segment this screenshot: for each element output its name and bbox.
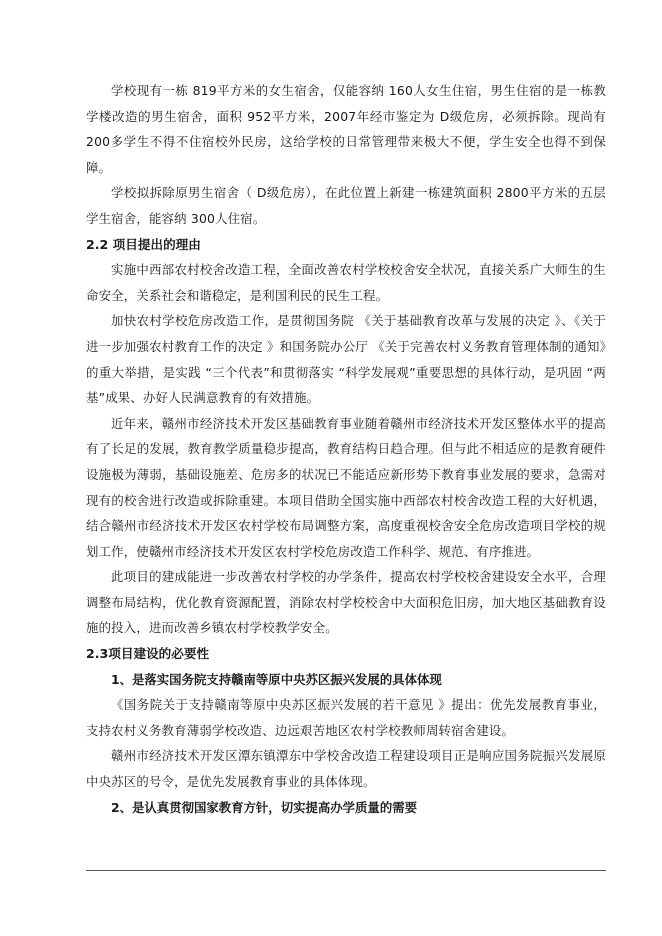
paragraph: 实施中西部农村校舍改造工程，全面改善农村学校校舍安全状况，直接关系广大师生的生命安全，关系社会和谐稳定，是利国利民的民生工程。 — [86, 262, 606, 303]
paragraph: 近年来，赣州市经济技术开发区基础教育事业随着赣州市经济技术开发区整体水平的提高有了长足的发展，教育教学质量稳步提高，教育结构日趋合理。但与此不相适应的是教育硬件设施极为薄弱，基础设施差、危房多的状况已不能适应新形势下教育事业发展的要求，急需对现有的校舍进行改造或拆除重建。本项目借助全国实施中西部农村校舍改造工程的大好机遇，结合赣州市经济技术开发区农村学校布局调整方案，高度重视校舍安全危房改造项目学校的规划工作，使赣州市经济技术开发区农村学校危房改造工作科学、规范、有序推进。 — [86, 415, 606, 559]
footer-divider — [86, 870, 606, 871]
subheading-2: 2、是认真贯彻国家教育方针，切实提高办学质量的需要 — [111, 799, 417, 815]
paragraph: 此项目的建成能进一步改善农村学校的办学条件，提高农村学校校舍建设安全水平，合理调整布局结构，优化教育资源配置，消除农村学校校舍中大面积危旧房，加大地区基础教育设施的投入，进而改善乡镇农村学校教学安全。 — [86, 569, 606, 636]
document-body — [86, 78, 606, 820]
subheading-1: 1、是落实国务院支持赣南等原中央苏区振兴发展的具体体现 — [111, 671, 442, 687]
paragraph: 加快农村学校危房改造工作，是贯彻国务院 《关于基础教育改革与发展的决定 》、《关于进一步加强农村教育工作的决定 》和国务院办公厅 《关于完善农村义务教育管理体制的通知》的重大举措，是实践 “三个代表”和贯彻落实 “科学发展观”重要思想的具体行动，是巩固 “两基”成果、办好人民满意教育的有效措施。 — [86, 313, 606, 406]
paragraph: 学校拟拆除原男生宿舍（ D级危房），在此位置上新建一栋建筑面积 2800平方米的五层学生宿舍，能容纳 300人住宿。 — [86, 185, 606, 226]
section-heading-2-2: 2.2 项目提出的理由 — [86, 236, 201, 252]
paragraph: 学校现有一栋 819平方米的女生宿舍，仅能容纳 160人女生住宿，男生住宿的是一栋教学楼改造的男生宿舍，面积 952平方米，2007年经市鉴定为 D级危房，必须拆除。现尚有 200多学生不得不住宿校外民房，这给学校的日常管理带来极大不便，学生安全也得不到保障。 — [86, 83, 606, 175]
paragraph: 《国务院关于支持赣南等原中央苏区振兴发展的若干意见 》提出：优先发展教育事业，支持农村义务教育薄弱学校改造、边远艰苦地区农村学校教师周转宿舍建设。 — [86, 697, 606, 738]
section-heading-2-3: 2.3项目建设的必要性 — [86, 646, 210, 662]
paragraph: 赣州市经济技术开发区潭东镇潭东中学校舍改造工程建设项目正是响应国务院振兴发展原中央苏区的号令，是优先发展教育事业的具体体现。 — [86, 748, 606, 790]
